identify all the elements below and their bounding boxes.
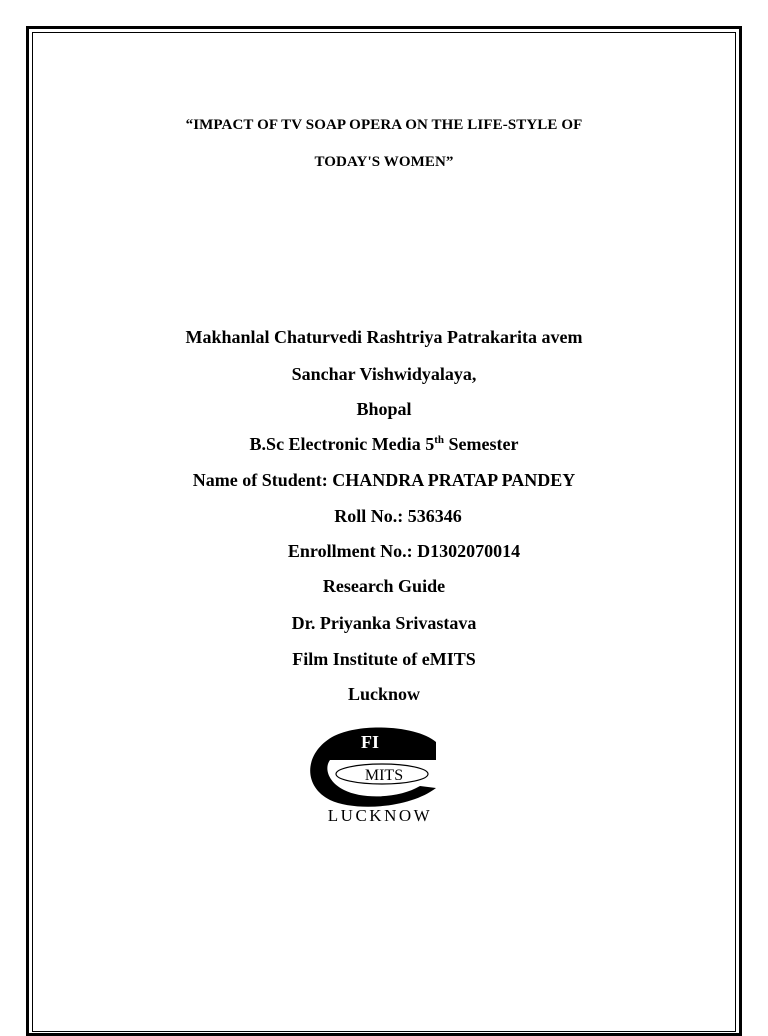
logo-caption: LUCKNOW	[327, 806, 433, 825]
research-guide-heading: Research Guide	[322, 576, 446, 596]
course-suffix: Semester	[443, 434, 519, 454]
logo-middle-text: MITS	[364, 767, 404, 784]
guide-city: Lucknow	[347, 684, 421, 704]
course-prefix: B.Sc Electronic Media 5	[249, 434, 435, 454]
page-border-inner	[32, 32, 736, 1032]
roll-number: Roll No.: 536346	[334, 506, 462, 526]
course-line	[0, 434, 768, 455]
emits-logo	[300, 722, 460, 826]
logo-band	[330, 760, 436, 764]
university-city: Bhopal	[356, 399, 412, 419]
university-name-line-1: Makhanlal Chaturvedi Rashtriya Patrakarita avem	[185, 327, 583, 347]
title-line-2: TODAY'S WOMEN”	[314, 154, 454, 170]
university-name-line-2: Sanchar Vishwidyalaya,	[291, 364, 477, 384]
student-name: Name of Student: CHANDRA PRATAP PANDEY	[192, 470, 576, 490]
enrollment-number: Enrollment No.: D1302070014	[287, 541, 521, 561]
guide-name: Dr. Priyanka Srivastava	[291, 613, 477, 633]
title-line-1: “IMPACT OF TV SOAP OPERA ON THE LIFE-STYLE OF	[185, 117, 583, 133]
course-superscript: th	[434, 434, 444, 446]
logo-top-text: FI	[361, 732, 379, 752]
guide-institute: Film Institute of eMITS	[292, 649, 476, 669]
